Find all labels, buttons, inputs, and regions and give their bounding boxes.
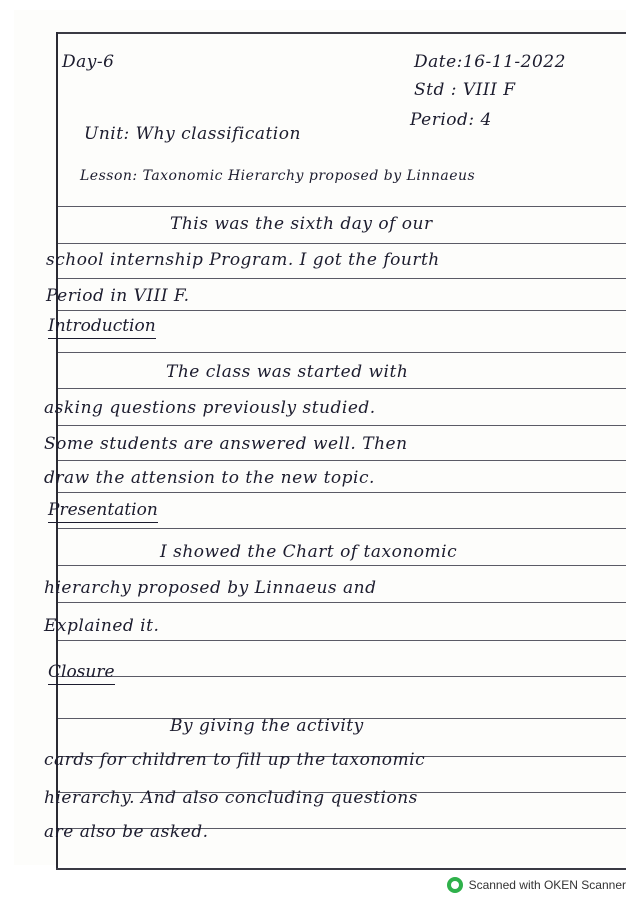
date-label: Date:16-11-2022 bbox=[414, 52, 566, 72]
day-label: Day-6 bbox=[62, 52, 115, 72]
ruled-line bbox=[58, 528, 626, 529]
ruled-line bbox=[58, 676, 626, 677]
closure-heading: Closure bbox=[48, 662, 115, 685]
closure-line: are also be asked. bbox=[44, 822, 209, 842]
introduction-line: Some students are answered well. Then bbox=[44, 434, 408, 454]
introduction-line: The class was started with bbox=[166, 362, 409, 382]
lesson-label: Lesson: Taxonomic Hierarchy proposed by Linnaeus bbox=[80, 168, 476, 184]
std-label: Std : VIII F bbox=[414, 80, 516, 100]
ruled-line bbox=[58, 352, 626, 353]
unit-label: Unit: Why classification bbox=[84, 124, 301, 144]
ruled-line bbox=[58, 310, 626, 311]
intro-para-line: Period in VIII F. bbox=[46, 286, 190, 306]
closure-line: hierarchy. And also concluding questions bbox=[44, 788, 418, 808]
ruled-line bbox=[58, 602, 626, 603]
introduction-line: draw the attension to the new topic. bbox=[44, 468, 375, 488]
period-label: Period: 4 bbox=[410, 110, 492, 130]
ruled-line bbox=[58, 460, 626, 461]
introduction-line: asking questions previously studied. bbox=[44, 398, 376, 418]
ruled-line bbox=[58, 565, 626, 566]
ruled-line bbox=[58, 640, 626, 641]
presentation-line: I showed the Chart of taxonomic bbox=[160, 542, 458, 562]
ruled-line bbox=[58, 206, 626, 207]
notebook-page bbox=[14, 10, 626, 865]
presentation-line: hierarchy proposed by Linnaeus and bbox=[44, 578, 377, 598]
intro-para-line: school internship Program. I got the fourth bbox=[46, 250, 440, 270]
ruled-line bbox=[58, 278, 626, 279]
ruled-line bbox=[58, 425, 626, 426]
scanner-logo-icon bbox=[447, 877, 463, 893]
ruled-line bbox=[58, 492, 626, 493]
scanner-watermark bbox=[447, 877, 626, 893]
presentation-heading: Presentation bbox=[48, 500, 158, 523]
closure-line: By giving the activity bbox=[170, 716, 364, 736]
bottom-border-line bbox=[56, 868, 626, 870]
ruled-line bbox=[58, 243, 626, 244]
top-border-line bbox=[56, 32, 626, 34]
ruled-line bbox=[58, 388, 626, 389]
intro-para-line: This was the sixth day of our bbox=[170, 214, 433, 234]
scanner-label: Scanned with OKEN Scanner bbox=[468, 878, 626, 892]
introduction-heading: Introduction bbox=[48, 316, 156, 339]
presentation-line: Explained it. bbox=[44, 616, 160, 636]
closure-line: cards for children to fill up the taxonomic bbox=[44, 750, 426, 770]
